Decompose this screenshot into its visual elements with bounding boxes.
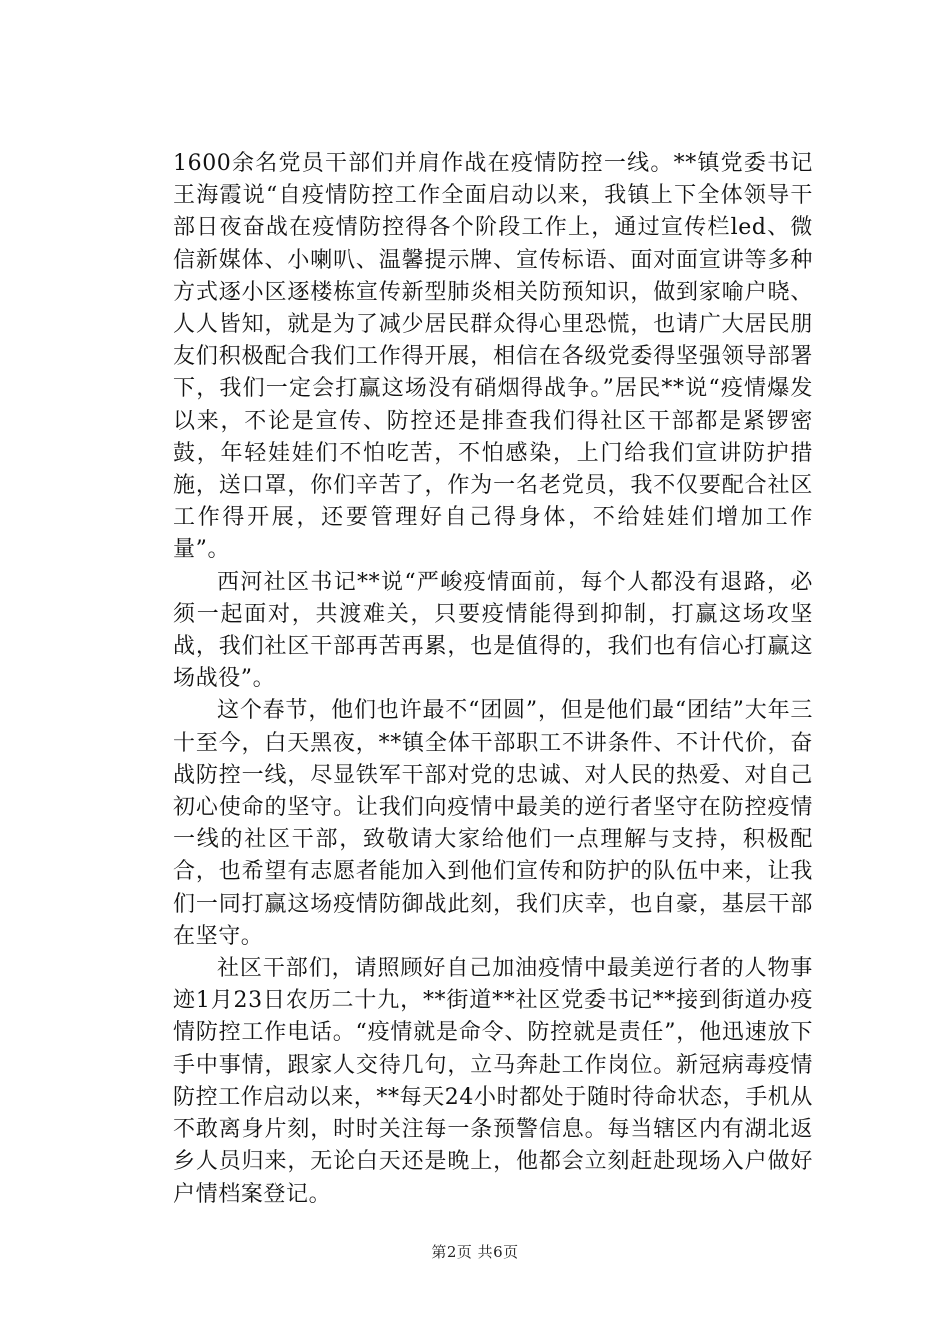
page-number-footer: 第2页 共6页: [431, 1243, 519, 1261]
paragraph-1: 1600余名党员干部们并肩作战在疫情防控一线。**镇党委书记王海霞说“自疫情防控工作全面启动以来，我镇上下全体领导干部日夜奋战在疫情防控得各个阶段工作上，通过宣传栏led、微信新媒体、小喇叭、温馨提示牌、宣传标语、面对面宣讲等多种方式逐小区逐楼栋宣传新型肺炎相关防预知识，做到家喻户晓、人人皆知，就是为了减少居民群众得心里恐慌，也请广大居民朋友们积极配合我们工作得开展，相信在各级党委得坚强领导部署下，我们一定会打赢这场没有硝烟得战争。”居民**说“疫情爆发以来，不论是宣传、防控还是排查我们得社区干部都是紧锣密鼓，年轻娃娃们不怕吃苦，不怕感染，上门给我们宣讲防护措施，送口罩，你们辛苦了，作为一名老党员，我不仅要配合社区工作得开展，还要管理好自己得身体，不给娃娃们增加工作量”。: [173, 151, 813, 563]
body-text: [173, 148, 813, 1211]
paragraph-2: 西河社区书记**说“严峻疫情面前，每个人都没有退路，必须一起面对，共渡难关，只要疫情能得到抑制，打赢这场攻坚战，我们社区干部再苦再累，也是值得的，我们也有信心打赢这场战役”。: [173, 569, 813, 692]
paragraph-3: 这个春节，他们也许最不“团圆”，但是他们最“团结”大年三十至今，白天黑夜，**镇全体干部职工不讲条件、不计代价，奋战防控一线，尽显铁军干部对党的忠诚、对人民的热爱、对自己初心使命的坚守。让我们向疫情中最美的逆行者坚守在防控疫情一线的社区干部，致敬请大家给他们一点理解与支持，积极配合，也希望有志愿者能加入到他们宣传和防护的队伍中来，让我们一同打赢这场疫情防御战此刻，我们庆幸，也自豪，基层干部在坚守。: [173, 698, 813, 949]
paragraph-4: 社区干部们，请照顾好自己加油疫情中最美逆行者的人物事迹1月23日农历二十九，**街道**社区党委书记**接到街道办疫情防控工作电话。“疫情就是命令、防控就是责任”，他迅速放下手中事情，跟家人交待几句，立马奔赴工作岗位。新冠病毒疫情防控工作启动以来，**每天24小时都处于随时待命状态，手机从不敢离身片刻，时时关注每一条预警信息。每当辖区内有湖北返乡人员归来，无论白天还是晚上，他都会立刻赶赴现场入户做好户情档案登记。: [173, 956, 813, 1207]
